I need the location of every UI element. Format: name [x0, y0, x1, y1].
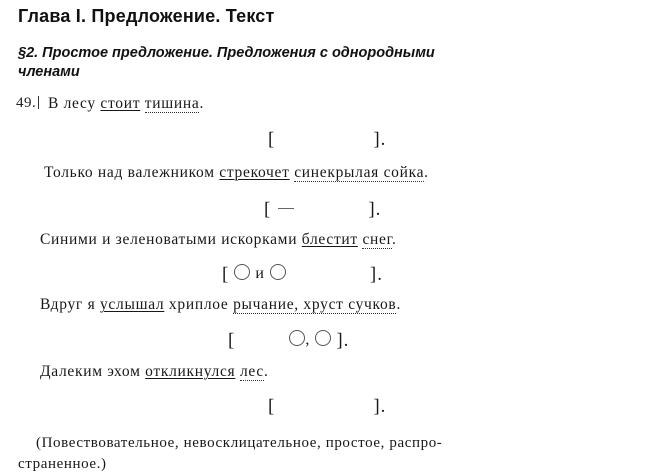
scheme-1-close-bracket: ].	[373, 129, 387, 150]
sentence-4-before: Вдруг я	[40, 296, 100, 313]
scheme-4-close-bracket: ].	[336, 330, 350, 351]
section-heading-line2: членами	[18, 64, 80, 80]
scheme-5	[268, 397, 386, 416]
sentence-5-subject: лес	[239, 363, 264, 380]
exercise-number-bar	[38, 96, 39, 109]
scheme-3-close-bracket: ].	[369, 264, 383, 285]
closing-note	[18, 433, 640, 475]
section-heading	[18, 44, 638, 82]
sentence-3-predicate: блестит	[301, 231, 358, 248]
exercise-number	[16, 95, 39, 112]
sentence-1	[48, 95, 204, 113]
scheme-1	[268, 130, 386, 149]
scheme-2	[264, 200, 381, 219]
closing-note-line2: страненное.)	[18, 456, 107, 472]
sentence-3	[40, 231, 397, 249]
scheme-2-close-bracket: ].	[368, 199, 382, 220]
sentence-5-predicate: откликнулся	[145, 363, 236, 380]
scheme-2-open-bracket: [	[264, 199, 272, 220]
scheme-2-dash	[278, 208, 294, 209]
sentence-4-predicate: услышал	[99, 296, 165, 313]
exercise-number-label: 49.	[16, 95, 37, 111]
sentence-3-subject: снег	[362, 231, 392, 248]
closing-note-line1: (Повествовательное, невосклицательное, простое, распро-	[36, 435, 443, 451]
scheme-3	[222, 264, 383, 284]
sentence-2	[44, 164, 429, 182]
scheme-4-open-bracket: [	[228, 330, 236, 351]
scheme-4	[228, 330, 349, 350]
scheme-3-open-bracket: [	[222, 264, 230, 285]
sentence-5-before: Далеким эхом	[40, 363, 146, 380]
scheme-5-open-bracket: [	[268, 396, 276, 417]
scheme-3-conjunction: и	[255, 265, 265, 282]
sentence-2-subject: синекрылая сойка	[294, 164, 425, 181]
scheme-4-circle-2	[315, 330, 331, 346]
sentence-5-after: .	[263, 363, 269, 380]
sentence-3-after: .	[391, 231, 397, 248]
scheme-4-circle-1	[289, 330, 305, 346]
scheme-3-circle-2	[270, 264, 286, 280]
section-heading-line1: §2. Простое предложение. Предложения с однородными	[18, 45, 435, 61]
sentence-3-before: Синими и зеленоватыми искорками	[40, 231, 302, 248]
sentence-2-after: .	[424, 164, 429, 181]
scheme-5-close-bracket: ].	[373, 396, 387, 417]
sentence-4	[40, 296, 401, 314]
sentence-5	[40, 363, 269, 381]
chapter-title: Глава I. Предложение. Текст	[18, 6, 275, 26]
sentence-1-before: В лесу	[48, 95, 101, 112]
sentence-4-middle: хриплое	[164, 296, 234, 313]
sentence-2-before: Только над валежником	[44, 164, 220, 181]
sentence-1-predicate: стоит	[100, 95, 141, 112]
sentence-1-subject: тишина	[144, 95, 200, 112]
sentence-2-predicate: стрекочет	[219, 164, 290, 181]
scheme-3-circle-1	[234, 264, 250, 280]
scheme-4-comma: ,	[305, 331, 311, 348]
sentence-1-after: .	[199, 95, 205, 112]
sentence-4-objects: рычание, хруст сучков	[233, 296, 397, 313]
scheme-1-open-bracket: [	[268, 129, 276, 150]
sentence-4-after: .	[396, 296, 402, 313]
